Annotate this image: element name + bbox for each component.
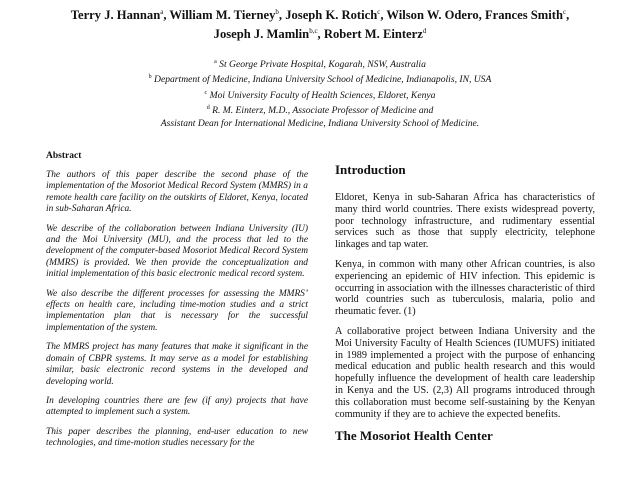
affiliation-list (60, 56, 580, 130)
introduction-paragraph: Eldoret, Kenya in sub-Saharan Africa has characteristics of many third world countries. There exists widespread poverty, poor technology infrastructure, and rudimentary essential services such as those that supply electricity, telephone linkages and tap water. (335, 192, 595, 251)
author-separator: , (163, 8, 170, 23)
introduction-paragraph: Kenya, in common with many other African countries, is also experiencing an epidemic of HIV infection. This epidemic is occurring in association with the illnesses characteristic of third world countries such as tuberculosis, malaria, polio and rheumatic fever. (1) (335, 258, 595, 318)
author-affiliation-mark: b,c (309, 27, 318, 36)
affiliation-text: Moi University Faculty of Health Sciences, Eldoret, Kenya (209, 89, 436, 101)
affiliation-text: St George Private Hospital, Kogarah, NSW, Australia (219, 59, 426, 71)
author-affiliation-mark: d (422, 27, 427, 36)
affiliation-mark: c (204, 89, 208, 96)
abstract-column (46, 151, 308, 458)
author-separator: , (317, 27, 324, 42)
introduction-heading: Introduction (335, 162, 406, 177)
affiliation-line (60, 71, 580, 86)
affiliation-line (60, 87, 580, 102)
affiliation-text: R. M. Einterz, M.D., Associate Professor of Medicine and (212, 105, 434, 117)
author-name: Wilson W. Odero, Frances Smith (386, 8, 563, 23)
affiliation-line (60, 102, 580, 117)
author-affiliation-mark: c (562, 8, 567, 16)
author-affiliation-mark: a (160, 8, 164, 16)
abstract-paragraph: In developing countries there are few (if any) projects that have attempted to implement such a system. (46, 395, 308, 418)
introduction-paragraph: A collaborative project between Indiana University and the Moi University Faculty of Health Sciences (IUMUFS) initiated in 1989 implemented a project with the purpose of enhancing medical education and public health research and this would hopefully influence the development of health care leadership in Kenya and the US. (2,3) All programs introduced through this collaboration must become self-sustaining by the Kenyan community if they are to achieve the expected benefits. (335, 325, 595, 420)
author-list (60, 4, 580, 42)
affiliation-mark: a (214, 59, 217, 65)
affiliation-line (60, 56, 580, 71)
author-affiliation-mark: c (377, 8, 381, 16)
section-heading: The Mosoriot Health Center (335, 428, 493, 444)
author-name: Joseph K. Rotich (285, 8, 378, 23)
author-separator: , (380, 8, 387, 23)
affiliation-mark: d (206, 105, 210, 112)
author-line-1 (60, 4, 580, 23)
introduction-column (335, 162, 595, 458)
affiliation-text: Assistant Dean for International Medicine, Indiana University School of Medicine. (160, 117, 480, 129)
author-name: Joseph J. Mamlin (213, 27, 310, 42)
affiliation-line (60, 118, 580, 130)
abstract-paragraph: We describe of the collaboration between Indiana University (IU) and the Moi University (MU), and the process that led to the development of the computer-based Mosoriot Medical Record System (MMRS) is provided. We then provide the conceptualization and initial implementation of this basic electronic medical record system. (46, 223, 308, 280)
author-name: William M. Tierney (169, 8, 276, 23)
abstract-paragraph: The MMRS project has many features that make it significant in the domain of CBPR systems. It may serve as a model for establishing similar, basic electronic record systems in the developed and developing world. (46, 342, 308, 387)
author-separator: , (278, 8, 286, 23)
author-separator: , (566, 8, 570, 23)
author-name: Terry J. Hannan (70, 8, 161, 23)
affiliation-text: Department of Medicine, Indiana University School of Medicine, Indianapolis, IN, USA (154, 74, 492, 86)
abstract-paragraph: This paper describes the planning, end-user education to new technologies, and time-motion studies necessary for the (46, 426, 308, 449)
abstract-paragraph: We also describe the different processes for assessing the MMRS’ effects on health care, including time-motion studies and a strict implementation plan that is necessary for the successful implementation of the system. (46, 288, 308, 333)
author-name: Robert M. Einterz (323, 27, 423, 42)
abstract-heading: Abstract (46, 151, 82, 161)
author-affiliation-mark: b (275, 8, 279, 16)
affiliation-mark: b (148, 74, 152, 81)
author-line-2 (60, 23, 580, 42)
abstract-paragraph: The authors of this paper describe the second phase of the implementation of the Mosoriot Medical Record System (MMRS) in a remote health care facility on the outskirts of Eldoret, Kenya, located in sub-Saharan Africa. (46, 170, 308, 215)
